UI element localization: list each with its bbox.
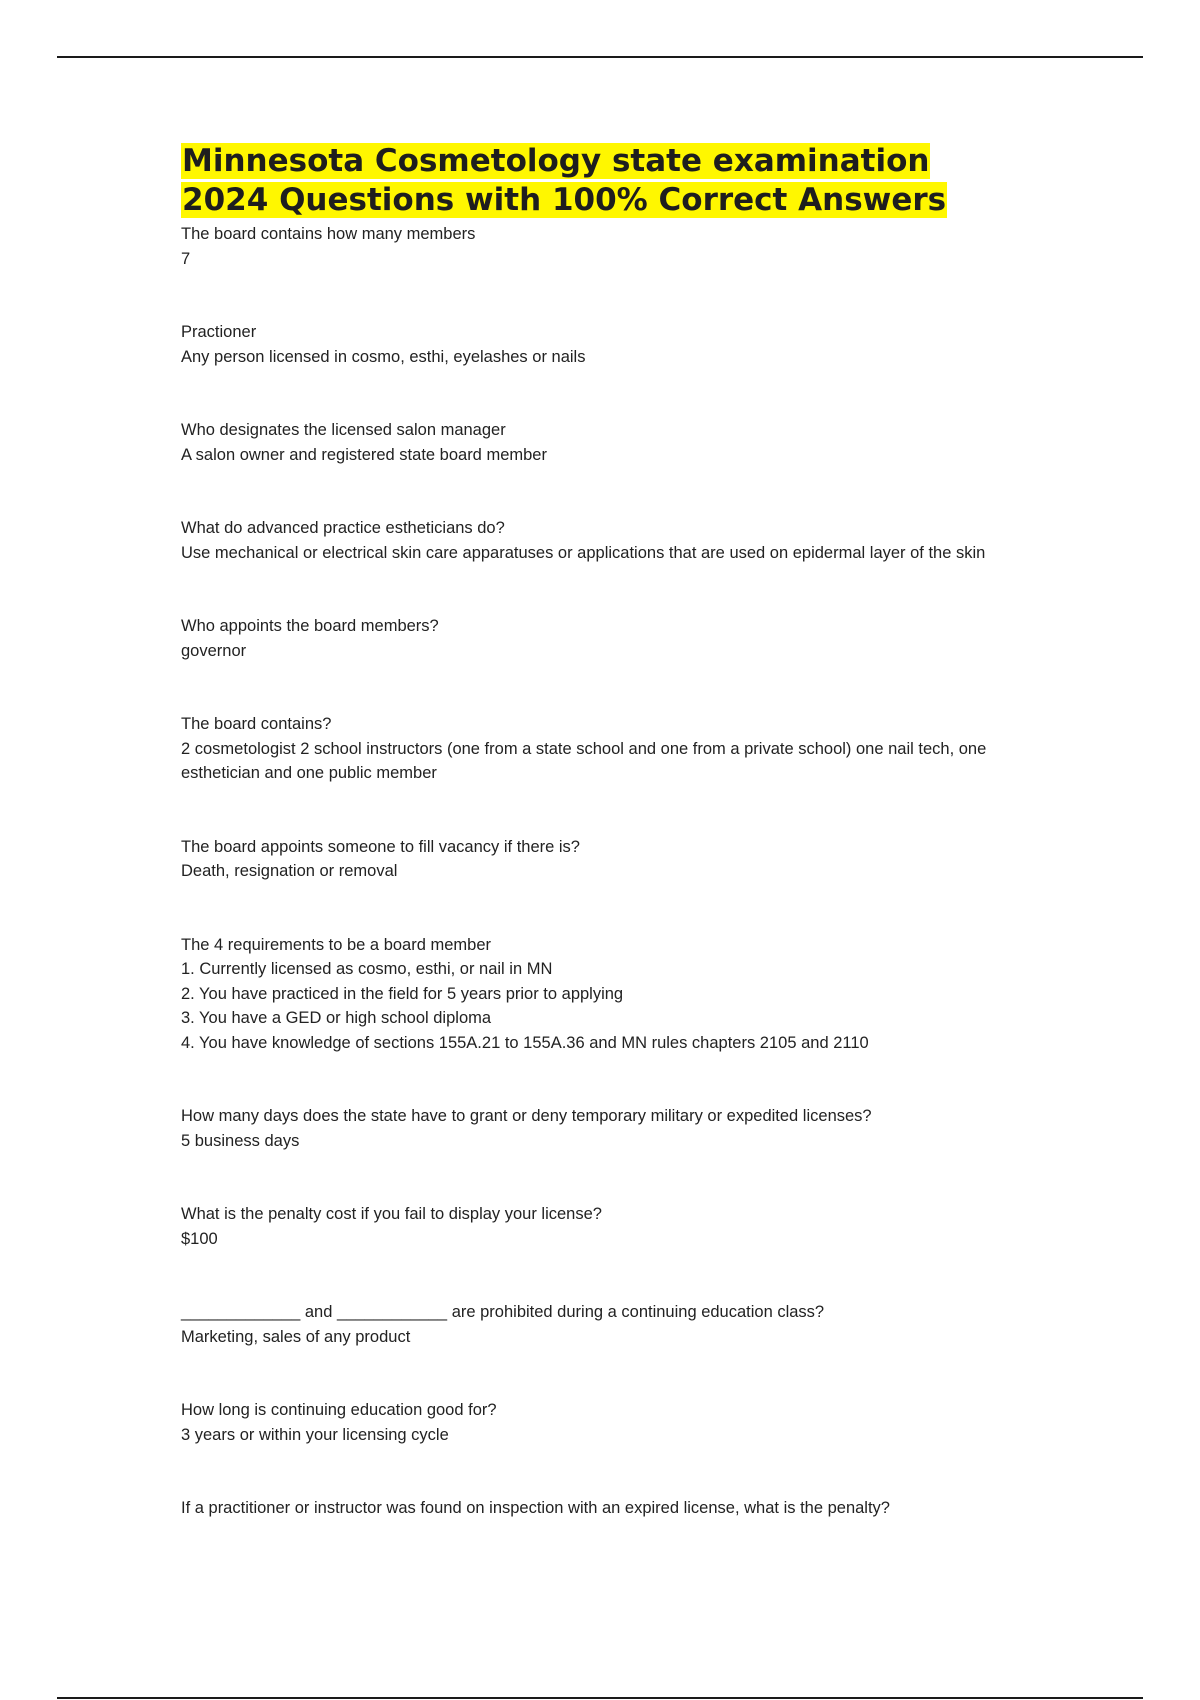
answer: Death, resignation or removal (181, 862, 398, 880)
qa-item (181, 1104, 1031, 1153)
answer: Use mechanical or electrical skin care apparatuses or applications that are used on epidermal layer of the skin (181, 543, 986, 562)
question: _____________ and ____________ are prohibited during a continuing education class? (181, 1303, 825, 1321)
answer: 3 years or within your licensing cycle (181, 1425, 449, 1444)
answer: Any person licensed in cosmo, esthi, eyelashes or nails (181, 347, 586, 366)
list-item: 2. You have practiced in the field for 5 years prior to applying (181, 984, 624, 1003)
question: Practioner (181, 323, 257, 341)
qa-item (181, 1300, 1031, 1349)
answer: $100 (181, 1229, 218, 1248)
list-item: 3. You have a GED or high school diploma (181, 1009, 492, 1027)
answer: 7 (181, 249, 191, 268)
qa-item (181, 1398, 1031, 1447)
question: If a practitioner or instructor was found on inspection with an expired license, what is the penalty? (181, 1499, 890, 1517)
answer: Marketing, sales of any product (181, 1327, 411, 1346)
qa-item (181, 1496, 1031, 1521)
question: How long is continuing education good for? (181, 1401, 497, 1419)
document-title (181, 142, 1031, 220)
question: The board contains how many members (181, 225, 476, 243)
question: Who designates the licensed salon manager (181, 421, 506, 439)
question: The 4 requirements to be a board member (181, 935, 491, 954)
qa-item (181, 516, 1031, 565)
requirements-list (181, 957, 1031, 1055)
title-line-2: 2024 Questions with 100% Correct Answers (182, 182, 947, 218)
question: What is the penalty cost if you fail to display your license? (181, 1205, 602, 1223)
question: The board appoints someone to fill vacancy if there is? (181, 837, 580, 856)
qa-item (181, 418, 1031, 467)
qa-item (181, 320, 1031, 369)
answer: 5 business days (181, 1131, 300, 1150)
list-item: 4. You have knowledge of sections 155A.21 to 155A.36 and MN rules chapters 2105 and 2110 (181, 1033, 869, 1052)
qa-item (181, 835, 1031, 884)
question: How many days does the state have to grant or deny temporary military or expedited licenses? (181, 1107, 872, 1125)
qa-item (181, 712, 1031, 786)
qa-item (181, 933, 1031, 1056)
bottom-rule (57, 1697, 1143, 1699)
answer: A salon owner and registered state board member (181, 445, 547, 464)
answer: governor (181, 641, 247, 660)
question: What do advanced practice estheticians do? (181, 519, 505, 537)
qa-item (181, 1202, 1031, 1251)
list-item: 1. Currently licensed as cosmo, esthi, or nail in MN (181, 960, 553, 978)
question: Who appoints the board members? (181, 617, 439, 635)
title-line-1: Minnesota Cosmetology state examination (182, 143, 930, 179)
question: The board contains? (181, 715, 332, 733)
qa-item (181, 222, 1031, 271)
document-body (181, 142, 1031, 1521)
top-rule (57, 56, 1143, 58)
qa-item (181, 614, 1031, 663)
answer: 2 cosmetologist 2 school instructors (one from a state school and one from a private school) one nail tech, one esthetician and one public member (181, 739, 987, 782)
